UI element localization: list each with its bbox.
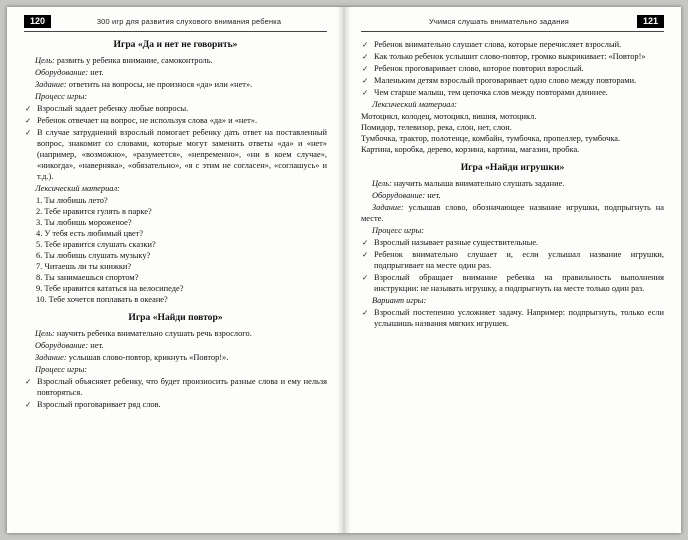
game3-process-label: Процесс игры: [372,226,425,235]
goal-text: научить ребенка внимательно слушать речь взрослого. [56,329,252,338]
question-item: 9. Тебе нравится кататься на велосипеде? [36,284,184,293]
question-item: 6. Ты любишь слушать музыку? [36,251,151,260]
task-text: ответить на вопросы, не произнося «да» или «нет». [68,80,253,89]
page-number-left: 120 [24,15,51,28]
process-step [361,51,664,62]
step-text: Ребенок отвечает на вопрос, не используя слова «да» и «нет». [37,116,258,125]
goal-text: научить малыша внимательно слушать задание. [393,179,565,188]
step-text: Как только ребенок услышит слово-повтор, громко выкрикивает: «Повтор!» [374,52,646,61]
step-text: В случае затруднений взрослый помогает ребенку дать ответ на поставленный вопрос, знакомит со словами, которые могут заменить ответы «да» и «нет» (например, «возможно», «разумеется», «непременно», «ни в коем случае», «никогда», «наверняка», «обязательно», «я с этим не согласен», «соглашусь» и т.д.). [37,128,327,181]
check-icon: ✓ [25,400,32,409]
check-icon: ✓ [362,76,369,85]
step-text: Взрослый обращает внимание ребенка на правильность выполнения инструкции: не называть игрушку, а подпрыгнуть на месте только один раз. [374,273,664,293]
step-text: Взрослый проговаривает ряд слов. [37,400,161,409]
process-step [24,115,327,126]
process-step [361,272,664,294]
step-text: Маленьким детям взрослый проговаривает одно слово между повторами. [374,76,637,85]
step-text: Ребенок внимательно слушает слова, которые перечисляет взрослый. [374,40,622,49]
process-step [361,249,664,271]
game2-title: Игра «Найди повтор» [128,312,223,323]
check-icon: ✓ [362,88,369,97]
step-text: Ребенок внимательно слушает и, если услышал название игрушки, подпрыгивает на месте один раз. [374,250,664,270]
game2-goal [24,328,327,339]
step-text: Взрослый объясняет ребенку, что будет произносить разные слова и ему нельзя повторяться. [37,377,327,397]
equipment-text: нет. [427,191,441,200]
game1-goal [24,55,327,66]
process-step [361,63,664,74]
check-icon: ✓ [25,377,32,386]
right-page-header [361,15,664,32]
check-icon: ✓ [362,52,369,61]
goal-label: Цель: [35,329,55,338]
question-item: 8. Ты занимаешься спортом? [36,273,139,282]
step-text: Взрослый постепенно усложняет задачу. Например: подпрыгнуть, только если услышишь названия мягких игрушек. [374,308,664,328]
game1-equipment [24,67,327,78]
left-page [7,7,344,533]
step-text: Чем старше малыш, тем цепочка слов между повторами длиннее. [374,88,608,97]
question-item: 5. Тебе нравится слушать сказки? [36,240,156,249]
check-icon: ✓ [25,116,32,125]
goal-label: Цель: [35,56,55,65]
task-label: Задание: [35,80,67,89]
process-step [24,103,327,114]
process-step [24,127,327,182]
lexical-line: Помидор, телевизор, река, слон, нет, слон. [361,123,512,132]
lexical-label: Лексический материал: [372,100,457,109]
equipment-text: нет. [90,68,104,77]
process-step [24,376,327,398]
task-label: Задание: [372,203,404,212]
check-icon: ✓ [25,128,32,137]
game2-process-label: Процесс игры: [35,365,88,374]
game3-equipment [361,190,664,201]
left-page-header [24,15,327,32]
question-item: 3. Ты любишь мороженое? [36,218,132,227]
lexical-line: Тумбочка, трактор, полотенце, комбайн, тумбочка, пропеллер, тумбочка. [361,134,621,143]
equipment-label: Оборудование: [35,341,89,350]
game3-title: Игра «Найди игрушки» [460,162,565,173]
task-label: Задание: [35,353,67,362]
variant-step [361,307,664,329]
check-icon: ✓ [362,238,369,247]
step-text: Взрослый задает ребенку любые вопросы. [37,104,189,113]
lexical-line: Картина, коробка, дерево, корзина, картина, магазин, пробка. [361,145,580,154]
question-item: 1. Ты любишь лето? [36,196,108,205]
right-page [344,7,681,533]
check-icon: ✓ [362,64,369,73]
check-icon: ✓ [362,40,369,49]
process-step [361,39,664,50]
process-step [361,75,664,86]
equipment-label: Оборудование: [372,191,426,200]
game1-task [24,79,327,90]
game3-goal [361,178,664,189]
game1-title: Игра «Да и нет не говорить» [113,39,238,50]
step-text: Взрослый называет разные существительные. [374,238,539,247]
book-spread [7,7,681,533]
goal-label: Цель: [372,179,392,188]
game1-lexical-label: Лексический материал: [35,184,120,193]
process-step [361,237,664,248]
goal-text: развить у ребенка внимание, самоконтроль. [56,56,213,65]
process-step [361,87,664,98]
game3-task [361,202,664,224]
running-head-right: Учимся слушать внимательно задания [428,17,570,26]
game2-task [24,352,327,363]
equipment-text: нет. [90,341,104,350]
task-text: услышав слово, обозначающее название игрушки, подпрыгнуть на месте. [361,203,665,223]
check-icon: ✓ [362,308,369,317]
page-number-right: 121 [637,15,664,28]
game1-process-label: Процесс игры: [35,92,88,101]
game3-variant-label: Вариант игры: [372,296,427,305]
question-item: 10. Тебе хочется поплавать в океане? [36,295,168,304]
question-item: 4. У тебя есть любимый цвет? [36,229,144,238]
game2-equipment [24,340,327,351]
check-icon: ✓ [362,250,369,259]
question-item: 7. Читаешь ли ты книжки? [36,262,132,271]
check-icon: ✓ [362,273,369,282]
running-head-left: 300 игр для развития слухового внимания ребенка [96,17,282,26]
question-item: 2. Тебе нравится гулять в парке? [36,207,152,216]
process-step [24,399,327,410]
step-text: Ребенок проговаривает слово, которое повторил взрослый. [374,64,584,73]
check-icon: ✓ [25,104,32,113]
equipment-label: Оборудование: [35,68,89,77]
lexical-line: Мотоцикл, колодец, мотоцикл, вишня, мотоцикл. [361,112,537,121]
task-text: услышав слово-повтор, крикнуть «Повтор!». [68,353,229,362]
